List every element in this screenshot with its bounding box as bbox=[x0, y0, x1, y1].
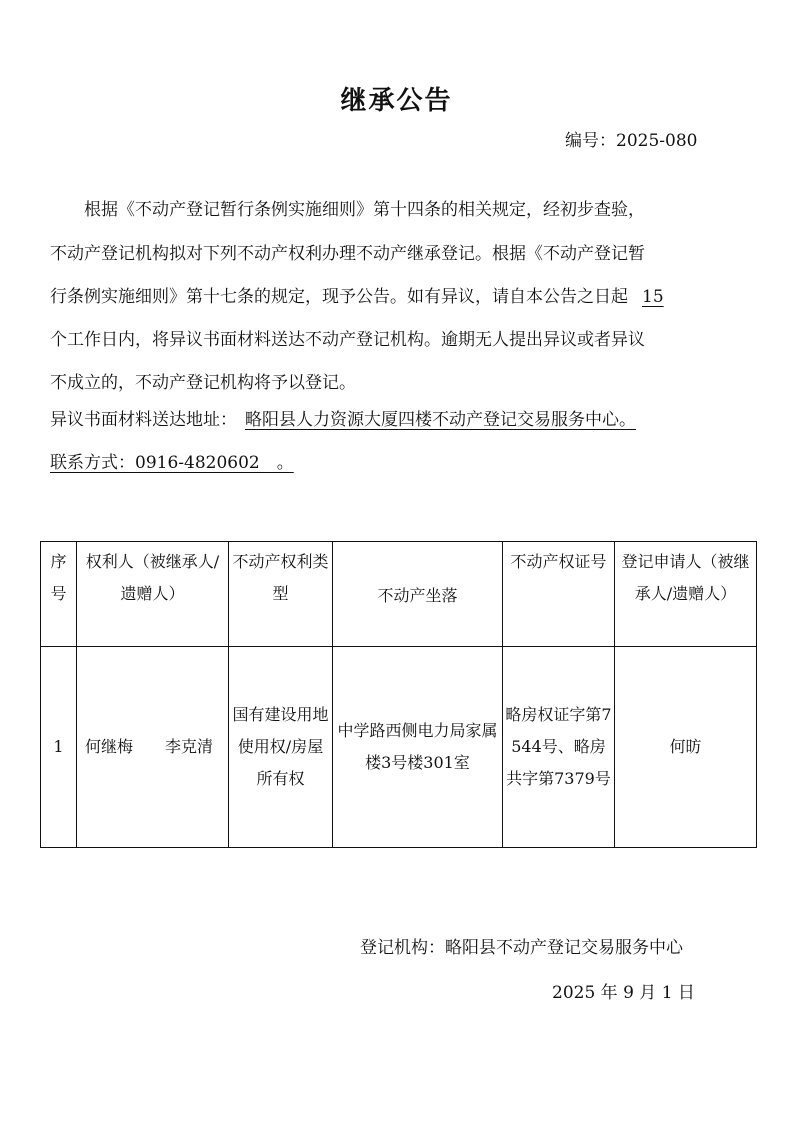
objection-days: 15 bbox=[642, 287, 664, 307]
doc-number: 编号：2025-080 bbox=[565, 131, 698, 151]
paragraph-line-3 bbox=[50, 282, 664, 307]
paragraph-line-2: 不动产登记机构拟对下列不动产权利办理不动产继承登记。根据《不动产登记暂 bbox=[50, 244, 645, 264]
registrar: 登记机构：略阳县不动产登记交易服务中心 bbox=[360, 938, 683, 958]
paragraph-line-3-text: 行条例实施细则》第十七条的规定，现予公告。如有异议，请自本公告之日起 bbox=[50, 287, 628, 307]
cell-right-type: 国有建设用地使用权/房屋所有权 bbox=[229, 647, 333, 848]
paragraph-line-1: 根据《不动产登记暂行条例实施细则》第十四条的相关规定，经初步查验， bbox=[50, 200, 645, 220]
page-title: 继承公告 bbox=[340, 86, 453, 116]
cell-holder: 何继梅 李克清 bbox=[77, 647, 229, 848]
header-holder: 权利人（被继承人/遗赠人） bbox=[77, 542, 229, 647]
header-right-type: 不动产权利类型 bbox=[229, 542, 333, 647]
cell-no: 1 bbox=[41, 647, 77, 848]
property-table bbox=[40, 541, 757, 848]
contact-line: 联系方式：0916-4820602 。 bbox=[50, 453, 294, 473]
address-value: 略阳县人力资源大厦四楼不动产登记交易服务中心。 bbox=[245, 410, 636, 430]
header-cert-no: 不动产权证号 bbox=[503, 542, 615, 647]
header-applicant: 登记申请人（被继承人/遗赠人） bbox=[615, 542, 757, 647]
paragraph-line-5: 不成立的，不动产登记机构将予以登记。 bbox=[50, 373, 356, 393]
table-row bbox=[41, 647, 757, 848]
cell-location: 中学路西侧电力局家属楼3号楼301室 bbox=[333, 647, 503, 848]
table-header-row bbox=[41, 542, 757, 647]
cell-applicant: 何昉 bbox=[615, 647, 757, 848]
paragraph-line-4: 个工作日内，将异议书面材料送达不动产登记机构。逾期无人提出异议或者异议 bbox=[50, 330, 645, 350]
announcement-date: 2025 年 9 月 1 日 bbox=[552, 983, 695, 1003]
cell-cert-no: 略房权证字第7544号、略房共字第7379号 bbox=[503, 647, 615, 848]
header-no: 序号 bbox=[41, 542, 77, 647]
address-label: 异议书面材料送达地址： bbox=[50, 410, 237, 430]
header-location: 不动产坐落 bbox=[333, 542, 503, 647]
address-line bbox=[50, 405, 636, 430]
